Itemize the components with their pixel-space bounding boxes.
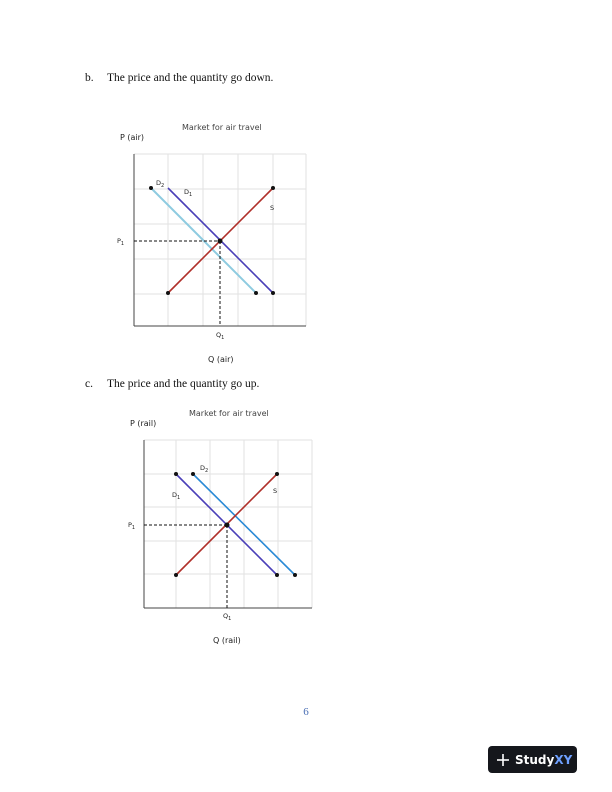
d1-label: $D_1$ — [184, 188, 193, 198]
supply-label: S — [273, 487, 278, 495]
x-axis-label: Q (rail) — [213, 636, 241, 645]
brand-name: StudyXY — [515, 752, 573, 767]
q1-label: $Q_1$ — [216, 331, 225, 341]
q1-label: $Q_1$ — [223, 612, 232, 622]
p1-label: $P_1$ — [117, 237, 125, 247]
x-axis-label: Q (air) — [208, 355, 234, 364]
item-marker: b. — [85, 72, 94, 84]
list-item-c — [85, 378, 259, 390]
d1-label: $D_1$ — [172, 491, 181, 501]
item-marker: c. — [85, 378, 93, 390]
graph-title: Market for air travel — [182, 123, 262, 132]
graph-air-travel-demand-decrease — [110, 118, 320, 370]
p1-label: $P_1$ — [128, 521, 136, 531]
studyxy-badge[interactable] — [488, 746, 577, 773]
curve-endpoints — [174, 472, 297, 577]
graph-title: Market for air travel — [189, 409, 269, 418]
item-text: The price and the quantity go up. — [107, 378, 260, 390]
graph-rail-travel-demand-increase — [120, 404, 330, 654]
list-item-b — [85, 72, 273, 84]
y-axis-label: P (air) — [120, 133, 145, 142]
plus-icon — [496, 753, 510, 767]
d2-label: $D_2$ — [200, 464, 209, 474]
page-number: 6 — [303, 706, 309, 718]
item-text: The price and the quantity go down. — [107, 72, 274, 84]
y-axis-label: P (rail) — [130, 419, 157, 428]
d2-label: $D_2$ — [156, 179, 165, 189]
supply-label: S — [270, 204, 275, 212]
